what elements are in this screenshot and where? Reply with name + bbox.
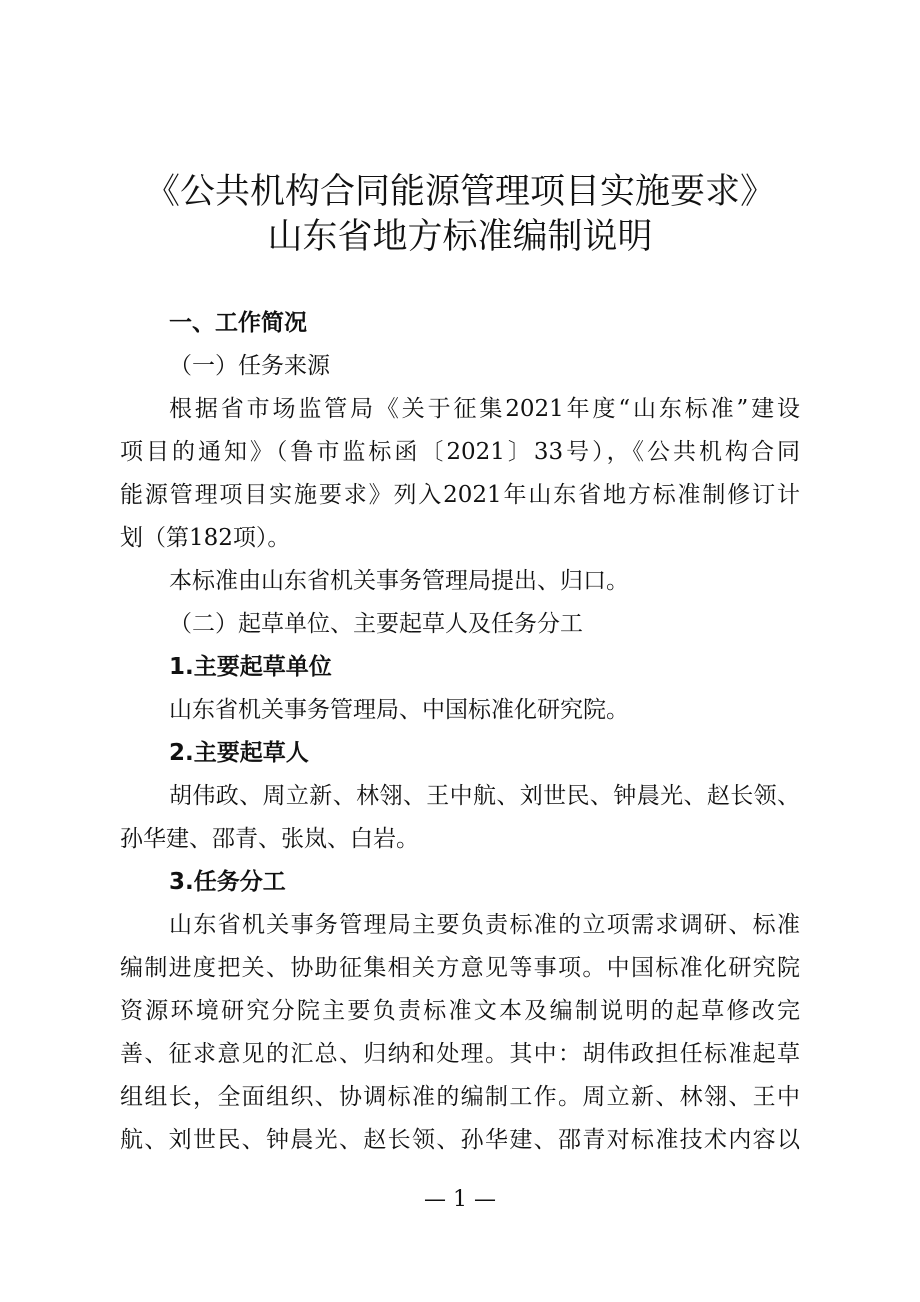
section-heading-work-overview: 一、工作简况 xyxy=(169,310,307,336)
paragraph-line: 根据省市场监管局《关于征集2021年度“山东标准”建设 xyxy=(169,396,800,422)
paragraph-line: 山东省机关事务管理局主要负责标准的立项需求调研、标准 xyxy=(169,912,800,938)
paragraph-proposer: 本标准由山东省机关事务管理局提出、归口。 xyxy=(169,568,629,594)
item-heading-main-drafters: 2.主要起草人 xyxy=(169,740,309,766)
paragraph-line: 孙华建、邵青、张岚、白岩。 xyxy=(120,826,419,852)
item-heading-task-division: 3.任务分工 xyxy=(169,869,286,895)
subsection-heading-task-source: （一）任务来源 xyxy=(169,353,330,379)
paragraph-line: 胡伟政、周立新、林翎、王中航、刘世民、钟晨光、赵长领、 xyxy=(169,783,800,809)
subsection-heading-drafters: （二）起草单位、主要起草人及任务分工 xyxy=(169,611,583,637)
paragraph-line: 航、刘世民、钟晨光、赵长领、孙华建、邵青对标准技术内容以 xyxy=(120,1127,800,1153)
page-number: — 1 — xyxy=(424,1187,496,1212)
paragraph-task-source xyxy=(120,388,800,560)
document-title-line1: 《公共机构合同能源管理项目实施要求》 xyxy=(144,172,775,212)
item-text-drafting-units: 山东省机关事务管理局、中国标准化研究院。 xyxy=(169,697,629,723)
paragraph-line: 能源管理项目实施要求》列入2021年山东省地方标准制修订计 xyxy=(120,482,800,508)
paragraph-main-drafters xyxy=(120,775,800,861)
paragraph-line: 划（第182项）。 xyxy=(120,525,291,551)
paragraph-line: 项目的通知》（鲁市监标函〔2021〕33号），《公共机构合同 xyxy=(120,439,800,465)
paragraph-line: 资源环境研究分院主要负责标准文本及编制说明的起草修改完 xyxy=(120,998,800,1024)
paragraph-line: 编制进度把关、协助征集相关方意见等事项。中国标准化研究院 xyxy=(120,955,800,981)
item-heading-drafting-units: 1.主要起草单位 xyxy=(169,654,332,680)
document-body xyxy=(120,302,800,1162)
paragraph-line: 组组长，全面组织、协调标准的编制工作。周立新、林翎、王中 xyxy=(120,1084,800,1110)
paragraph-task-division xyxy=(120,904,800,1162)
document-title-line2: 山东省地方标准编制说明 xyxy=(267,217,653,257)
paragraph-line: 善、征求意见的汇总、归纳和处理。其中：胡伟政担任标准起草 xyxy=(120,1041,800,1067)
